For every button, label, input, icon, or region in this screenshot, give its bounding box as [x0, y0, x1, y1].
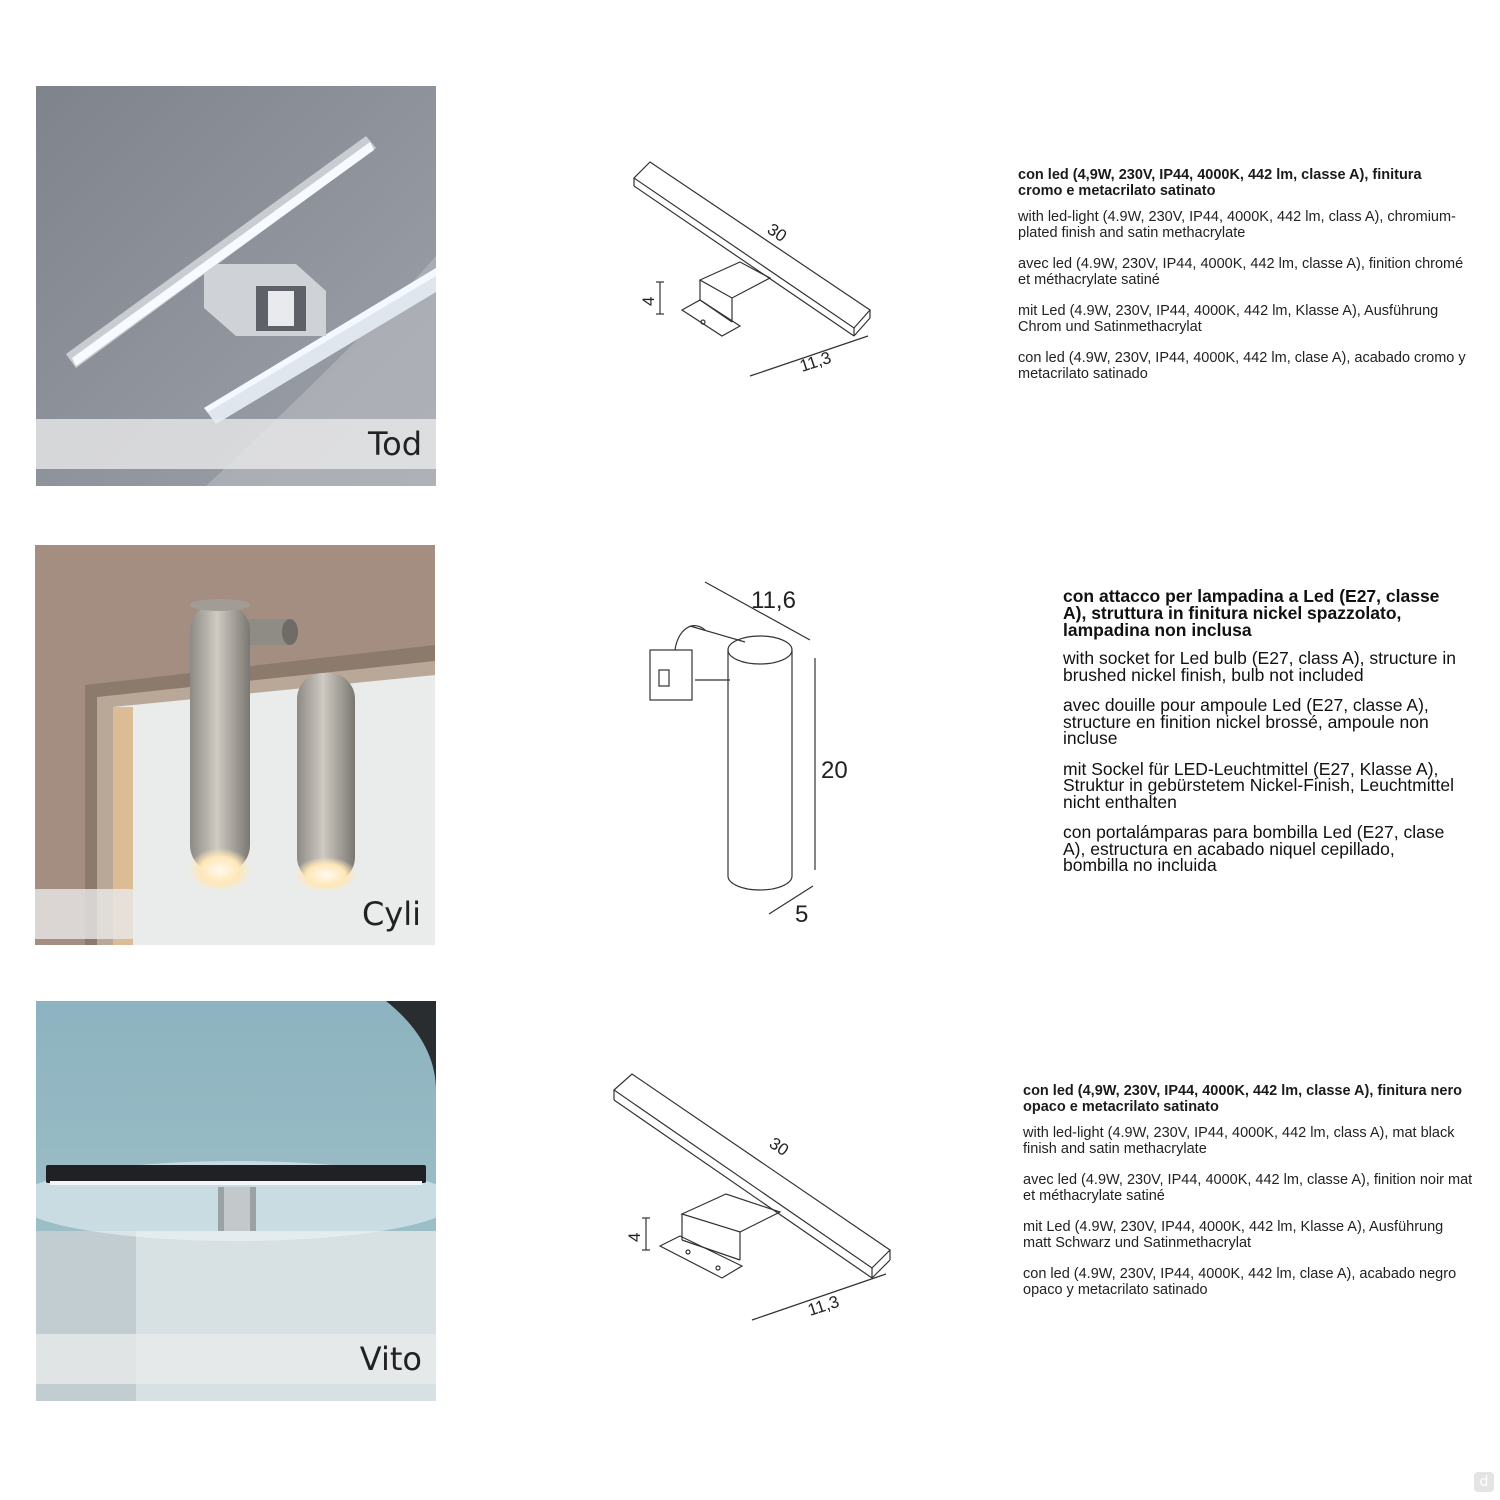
product-photo-tod	[36, 86, 436, 486]
technical-drawing-tod	[620, 150, 890, 395]
vito-description-en: with led-light (4.9W, 230V, IP44, 4000K, 442 lm, class A), mat black finish and satin methacrylate	[1023, 1125, 1455, 1157]
cyli-dim-height: 20	[821, 757, 848, 784]
vito-description-de: mit Led (4.9W, 230V, IP44, 4000K, 442 lm, Klasse A), Ausführung matt Schwarz und Satinmethacrylat	[1023, 1219, 1444, 1251]
tod-description-de: mit Led (4.9W, 230V, IP44, 4000K, 442 lm, Klasse A), Ausführung Chrom und Satinmethacrylat	[1018, 303, 1439, 335]
tod-description-en: with led-light (4.9W, 230V, IP44, 4000K, 442 lm, class A), chromium-plated finish and satin methacrylate	[1018, 209, 1456, 241]
cyli-dim-depth: 11,6	[751, 587, 796, 614]
technical-drawing-vito	[600, 1060, 900, 1335]
product-name-vito: Vito	[36, 1334, 436, 1384]
spec-block-cyli	[1063, 588, 1463, 888]
tod-description-it: con led (4,9W, 230V, IP44, 4000K, 442 lm, classe A), finitura cromo e metacrilato satinato	[1018, 167, 1422, 199]
tod-description-fr: avec led (4.9W, 230V, IP44, 4000K, 442 lm, classe A), finition chromé et méthacrylate satiné	[1018, 256, 1464, 288]
vito-dim-depth: 11,3	[805, 1291, 842, 1320]
vito-description-it: con led (4,9W, 230V, IP44, 4000K, 442 lm, classe A), finitura nero opaco e metacrilato satinato	[1023, 1083, 1462, 1115]
tod-dim-length: 30	[763, 219, 791, 246]
cyli-description-de: mit Sockel für LED-Leuchtmittel (E27, Klasse A), Struktur in gebürstetem Nickel-Finish, Leuchtmittel nicht enthalten	[1063, 758, 1454, 812]
cyli-description-fr: avec douille pour ampoule Led (E27, classe A), structure en finition nickel brossé, ampoule non incluse	[1063, 695, 1429, 748]
tod-dim-height: 4	[639, 296, 658, 306]
spec-block-tod	[1018, 167, 1468, 397]
vito-dim-length: 30	[765, 1133, 793, 1160]
corner-logo-badge: d	[1474, 1472, 1494, 1492]
product-name-cyli: Cyli	[35, 889, 435, 939]
tod-dim-depth: 11,3	[797, 347, 834, 376]
spec-block-vito	[1023, 1083, 1473, 1313]
vito-dim-height: 4	[625, 1232, 644, 1242]
product-name-tod: Tod	[36, 419, 436, 469]
vito-description-fr: avec led (4.9W, 230V, IP44, 4000K, 442 lm, classe A), finition noir mat et méthacrylate satiné	[1023, 1172, 1473, 1204]
cyli-description-it: con attacco per lampadina a Led (E27, classe A), struttura in finitura nickel spazzolato, lampadina non inclusa	[1063, 586, 1440, 640]
product-photo-vito	[36, 1001, 436, 1401]
product-photo-cyli	[35, 545, 435, 945]
technical-drawing-cyli	[635, 570, 865, 945]
cyli-dim-diameter: 5	[795, 901, 809, 928]
cyli-description-en: with socket for Led bulb (E27, class A), structure in brushed nickel finish, bulb not included	[1063, 648, 1456, 685]
cyli-description-es: con portalámparas para bombilla Led (E27, clase A), estructura en acabado niquel cepillado, bombilla no incluida	[1063, 822, 1445, 875]
cyli-photo-illustration	[35, 545, 435, 945]
tod-description-es: con led (4.9W, 230V, IP44, 4000K, 442 lm, clase A), acabado cromo y metacrilato satinado	[1018, 350, 1466, 382]
vito-description-es: con led (4.9W, 230V, IP44, 4000K, 442 lm, clase A), acabado negro opaco y metacrilato satinado	[1023, 1266, 1457, 1298]
